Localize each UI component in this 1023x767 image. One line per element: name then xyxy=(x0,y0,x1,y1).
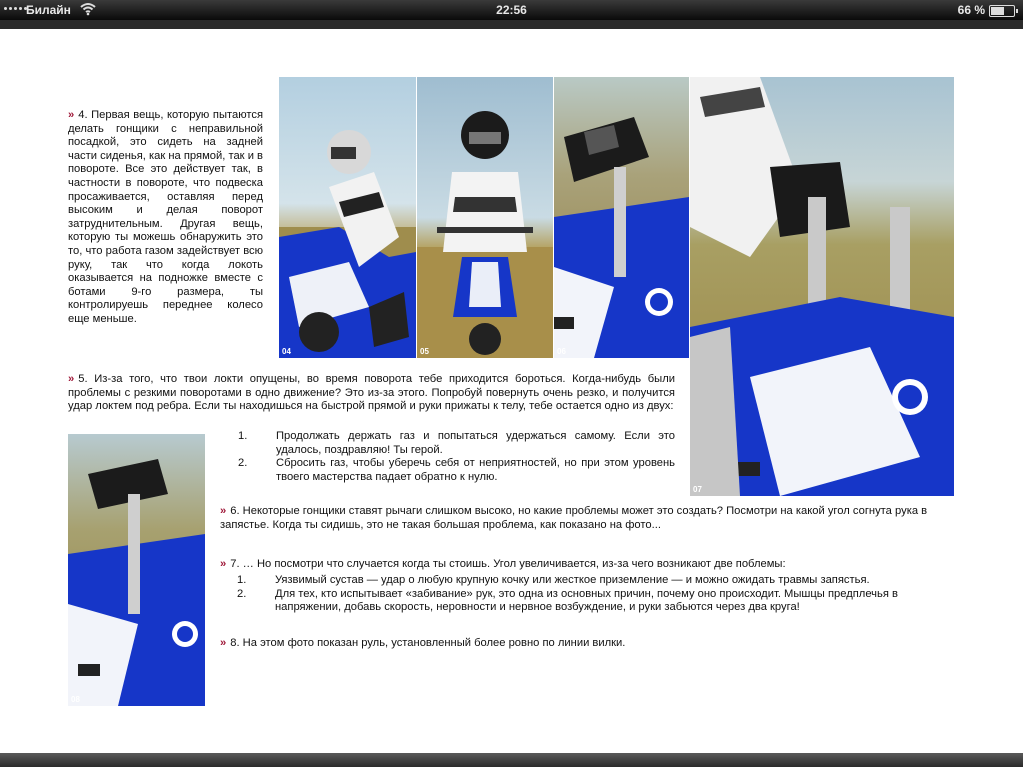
bullet-icon: » xyxy=(220,505,227,517)
carrier-name: Билайн xyxy=(26,3,71,17)
paragraph-5: » 5. Из-за того, что твои локти опущены, во время поворота тебе приходится бороться. Когда-нибудь были проблемы с резкими поворотами в одно движение? Это из-за этого. Попробуй повернуть очень резко, и получится удар локтем под ребра. Если ты находишься на быстрой прямой и руки прижаты к телу, тебе остается одно из двух: xyxy=(68,373,675,413)
photo-08 xyxy=(68,434,205,706)
photo-number: 05 xyxy=(420,347,429,356)
photo-06 xyxy=(554,77,689,358)
list-item: 1. Уязвимый сустав — удар о любую крупную кочку или жесткое приземление — и можно ожидать травмы запястья. xyxy=(237,574,870,586)
paragraph-6: » 6. Некоторые гонщики ставят рычаги слишком высоко, но какие проблемы может это создать? Посмотри на какой угол согнута рука в запястье. Когда ты сидишь, это не такая большая проблема, как показано на фото... xyxy=(220,505,928,531)
photo-number: 04 xyxy=(282,347,291,356)
magazine-page[interactable] xyxy=(0,29,1023,753)
clock: 22:56 xyxy=(496,3,527,17)
photo-number: 06 xyxy=(557,347,566,356)
paragraph-7: » 7. … Но посмотри что случается когда ты стоишь. Угол увеличивается, из-за чего возникают две поблемы: xyxy=(220,558,786,570)
list-item: 1. Продолжать держать газ и попытаться удержаться самому. Если это удалось, поздравляю! Ты герой. xyxy=(238,430,675,456)
status-bar xyxy=(0,0,1023,20)
bullet-icon: » xyxy=(68,373,75,385)
battery-icon xyxy=(989,5,1015,17)
paragraph-4: » 4. Первая вещь, которую пытаются делать гонщики с неправильной посадкой, это сидеть на задней части сиденья, как на прямой, так и в повороте. Все это действует так, в частности в повороте, что подвеска просаживается, оставляя перед высоким и делая поворот затруднительным. Другая вещь, которую ты можешь обнаружить это то, что работа газом задействует всю руку, так что когда локоть оказывается на подножке вместе с ботами 9-го размера, ты контролируешь переднее колесо еще меньше. xyxy=(68,109,263,325)
photo-05 xyxy=(417,77,553,358)
photo-number: 07 xyxy=(693,485,702,494)
bullet-icon: » xyxy=(220,558,227,570)
photo-number: 08 xyxy=(71,695,80,704)
paragraph-8: » 8. На этом фото показан руль, установленный более ровно по линии вилки. xyxy=(220,637,626,649)
battery-percent: 66 % xyxy=(957,3,985,17)
bullet-icon: » xyxy=(220,637,227,649)
bottom-toolbar xyxy=(0,753,1023,767)
list-7 xyxy=(237,574,949,615)
bullet-icon: » xyxy=(68,109,75,121)
list-5 xyxy=(238,430,675,484)
list-item: 2. Сбросить газ, чтобы уберечь себя от неприятностей, но при этом уровень твоего мастерства падает обратно к нулю. xyxy=(238,457,675,483)
list-item: 2. Для тех, кто испытывает «забивание» рук, это одна из основных причин, почему оно происходит. Мышцы предплечья в напряжении, добавь скорость, неровности и нервное возбуждение, и руки забьются через два круга! xyxy=(237,587,898,614)
photo-04 xyxy=(279,77,416,358)
photo-07 xyxy=(690,77,954,496)
